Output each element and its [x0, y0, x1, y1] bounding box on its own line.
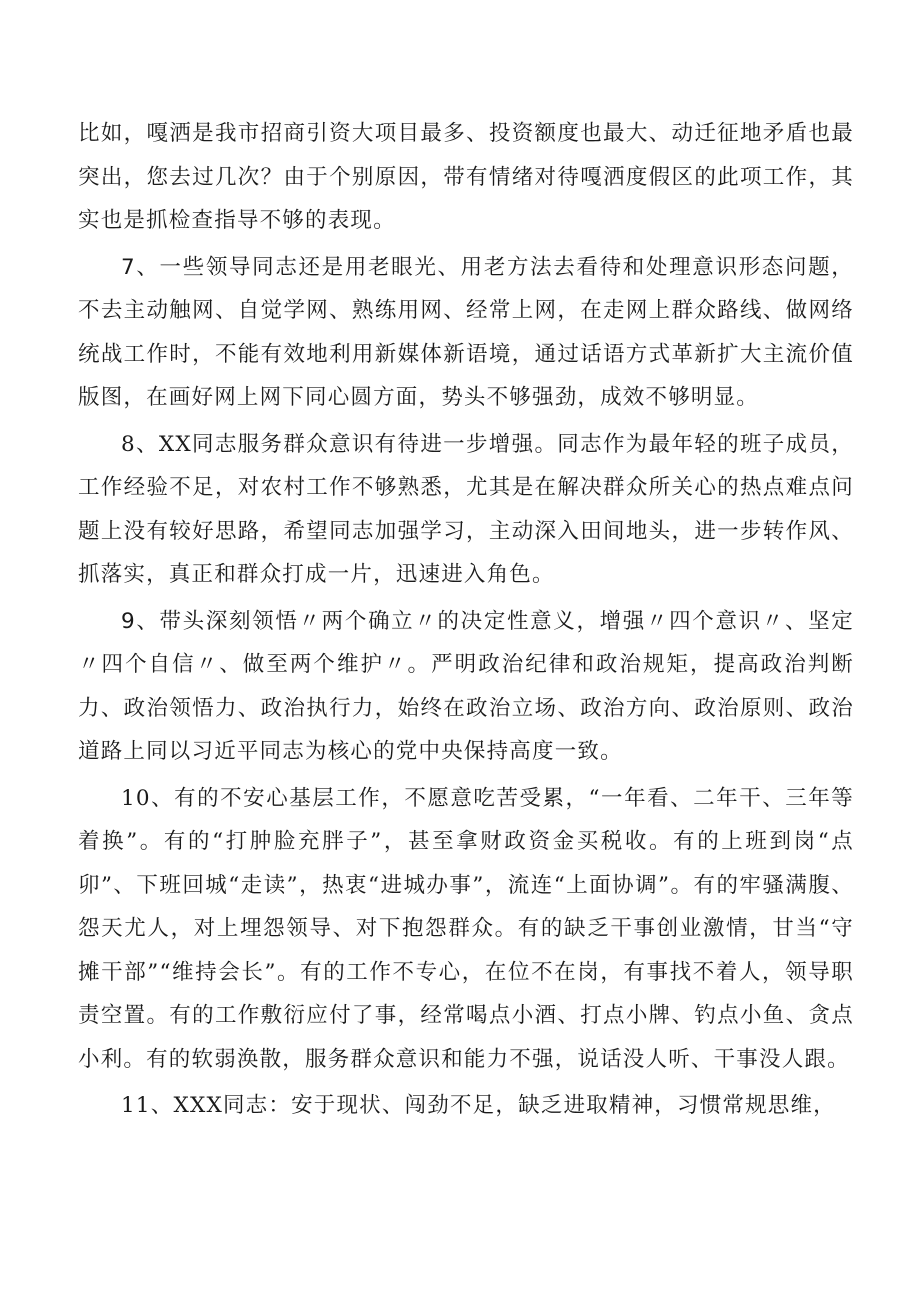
- item-8-body: 志作为最年轻的班子成员，工作经验不足，对农村工作不够熟悉，尤其是在解决群众所关心的热点难点问题上没有较好思路，希望同志加强学习，主动深入田间地头，进一步转作风、抓落实，真正和群众打成一片，迅速进入角色。: [78, 431, 854, 587]
- paragraph-item-10: 10、有的不安心基层工作，不愿意吃苦受累，“一年看、二年干、三年等着换”。有的“打肿脸充胖子”，甚至拿财政资金买税收。有的上班到岗“点卯”、下班回城“走读”，热衷“进城办事”，流连“上面协调”。有的牢骚满腹、怨天尤人，对上埋怨领导、对下抱怨群众。有的缺乏干事创业激情，甘当“守摊干部”“维持会长”。有的工作不专心，在位不在岗，有事找不着人，领导职责空置。有的工作敷衍应付了事，经常喝点小酒、打点小牌、钓点小鱼、贪点小利。有的软弱涣散，服务群众意识和能力不强，说话没人听、干事没人跟。: [78, 785, 854, 1072]
- paragraph-item-7: 7、一些领导同志还是用老眼光、用老方法去看待和处理意识形态问题，不去主动触网、自觉学网、熟练用网、经常上网，在走网上群众路线、做网络统战工作时，不能有效地利用新媒体新语境，通过话语方式革新扩大主流价值版图，在画好网上网下同心圆方面，势头不够强劲，成效不够明显。: [78, 254, 854, 410]
- item-11-heading: 同志：安于现状、闯劲不足，缺乏进取精神，习惯常规思维，: [222, 1093, 836, 1118]
- item-9-body: 严明政治纪律和政治规矩，提高政治判断力、政治领悟力、政治执行力，始终在政治立场、政治方向、政治原则、政治道路上同以习近平同志为核心的党中央保持高度一致。: [78, 652, 854, 764]
- item-8-number: 8、XX: [121, 431, 192, 457]
- item-9-heading: 9、带头深刻领悟〃两个确立〃的决定性意义，增强〃四个意识〃、坚定〃四个自信〃、做至两个维护〃。: [78, 608, 854, 677]
- document-page: [78, 112, 854, 1128]
- item-8-heading: 同志服务群众意识有待进一步增强。同: [191, 431, 581, 457]
- paragraph-continuation: 比如，嘎洒是我市招商引资大项目最多、投资额度也最大、动迁征地矛盾也最突出，您去过几次？由于个别原因，带有情绪对待嘎洒度假区的此项工作，其实也是抓检查指导不够的表现。: [78, 121, 854, 233]
- item-11-number: 11、XXX: [121, 1093, 223, 1118]
- paragraph-item-11: [78, 1084, 854, 1128]
- paragraph-item-8: [78, 423, 854, 597]
- paragraph-item-9: [78, 600, 854, 774]
